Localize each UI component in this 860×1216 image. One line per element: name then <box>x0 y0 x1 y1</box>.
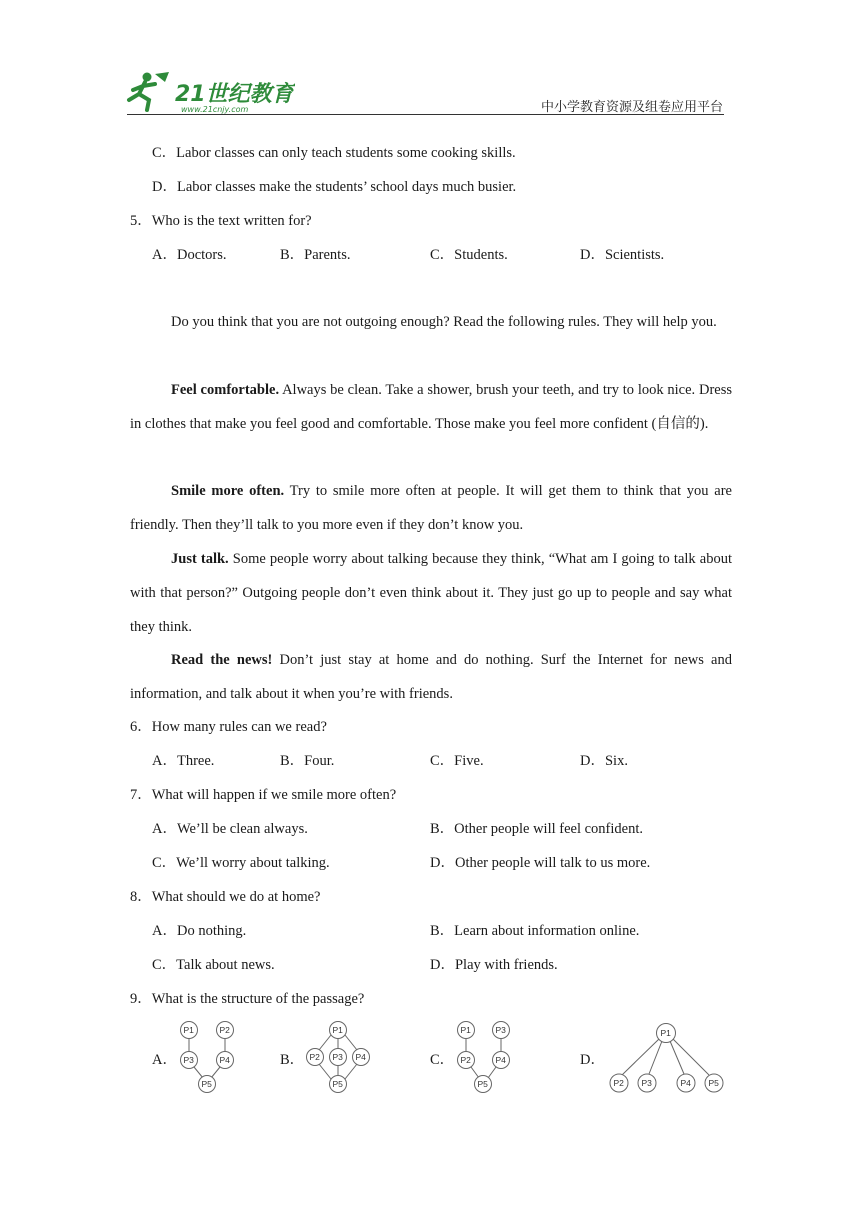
q9-option-c-label: C． <box>430 1052 455 1068</box>
diagram-a-node-p1 <box>181 1022 198 1039</box>
diagram-d <box>604 1018 728 1098</box>
passage-intro: Do you think that you are not outgoing enough? Read the following rules. They will help you. <box>171 314 717 330</box>
passage-rule-4: Read the news! Don’t just stay at home and do nothing. Surf the Internet for news and information, and talk about it when you’re with friends. <box>130 652 732 702</box>
diagram-d-node-p1 <box>657 1024 676 1043</box>
rule-1-heading: Feel comfortable. <box>171 382 280 398</box>
svg-text:P5: P5 <box>332 1079 343 1089</box>
q7-option-a: A．We’ll be clean always. <box>152 821 308 837</box>
q8-option-d: D．Play with friends. <box>430 957 558 973</box>
logo-text: 21世纪教育 <box>175 82 294 107</box>
diagram-b-node-p2 <box>307 1049 324 1066</box>
svg-text:P2: P2 <box>219 1025 230 1035</box>
svg-text:P2: P2 <box>613 1078 624 1088</box>
q7-stem: 7．What will happen if we smile more often? <box>130 787 397 803</box>
diagram-a-node-p5 <box>199 1076 216 1093</box>
q9-stem: 9．What is the structure of the passage? <box>130 991 365 1007</box>
diagram-d-node-p4 <box>677 1074 695 1092</box>
diagram-b-node-p3 <box>330 1049 347 1066</box>
q8-option-c: C．Talk about news. <box>152 957 275 973</box>
svg-text:P5: P5 <box>201 1079 212 1089</box>
q8-stem: 8．What should we do at home? <box>130 889 321 905</box>
svg-text:P2: P2 <box>309 1052 320 1062</box>
svg-text:P4: P4 <box>219 1055 230 1065</box>
svg-text:P5: P5 <box>708 1078 719 1088</box>
svg-text:P1: P1 <box>183 1025 194 1035</box>
q6-option-c: C．Five. <box>430 753 484 769</box>
diagram-c-node-p5 <box>475 1076 492 1093</box>
diagram-c-node-p3 <box>493 1022 510 1039</box>
q8-option-a: A．Do nothing. <box>152 923 247 939</box>
header-divider <box>127 114 724 115</box>
diagram-c-node-p4 <box>493 1052 510 1069</box>
diagram-b-node-p5 <box>330 1076 347 1093</box>
diagram-b-node-p4 <box>353 1049 370 1066</box>
diagram-b-node-p1 <box>330 1022 347 1039</box>
svg-text:P5: P5 <box>477 1079 488 1089</box>
svg-text:P4: P4 <box>680 1078 691 1088</box>
diagram-c-node-p1 <box>458 1022 475 1039</box>
svg-text:P4: P4 <box>495 1055 506 1065</box>
svg-text:P1: P1 <box>332 1025 343 1035</box>
diagram-a <box>176 1018 246 1098</box>
svg-text:P4: P4 <box>355 1052 366 1062</box>
rule-2-heading: Smile more often. <box>171 483 285 499</box>
svg-text:P3: P3 <box>332 1052 343 1062</box>
diagram-b <box>302 1018 374 1098</box>
diagram-d-node-p5 <box>705 1074 723 1092</box>
passage-rule-3: Just talk. Some people worry about talking because they think, “What am I going to talk about with that person?” Outgoing people don’t even think about it. They just go up to people and say what they think. <box>130 551 732 635</box>
logo-url: www.21cnjy.com <box>181 105 249 114</box>
q5-stem: 5．Who is the text written for? <box>130 213 312 229</box>
q5-option-d: D．Scientists. <box>580 247 665 263</box>
svg-text:P3: P3 <box>641 1078 652 1088</box>
svg-text:P1: P1 <box>660 1028 671 1038</box>
q4-option-d: D．Labor classes make the students’ school days much busier. <box>152 179 517 195</box>
q4-option-c: C．Labor classes can only teach students some cooking skills. <box>152 145 516 161</box>
runner-logo-icon <box>129 72 169 110</box>
q5-option-c: C．Students. <box>430 247 508 263</box>
q6-stem: 6．How many rules can we read? <box>130 719 327 735</box>
diagram-a-node-p3 <box>181 1052 198 1069</box>
svg-text:P3: P3 <box>183 1055 194 1065</box>
header-platform-name: 中小学教育资源及组卷应用平台 <box>540 100 723 115</box>
q8-option-b: B．Learn about information online. <box>430 923 640 939</box>
rule-4-heading: Read the news! <box>171 652 273 668</box>
q7-option-c: C．We’ll worry about talking. <box>152 855 330 871</box>
q5-option-b: B．Parents. <box>280 247 351 263</box>
q9-option-a-label: A． <box>152 1052 177 1068</box>
q5-option-a: A．Doctors. <box>152 247 227 263</box>
passage-rule-1: Feel comfortable. Always be clean. Take a shower, brush your teeth, and try to look nice. Dress in clothes that make you feel good and comfortable. Those make you feel more confident (自信的). <box>130 382 732 432</box>
diagram-a-node-p4 <box>217 1052 234 1069</box>
svg-text:P2: P2 <box>460 1055 471 1065</box>
svg-text:P3: P3 <box>495 1025 506 1035</box>
q6-option-b: B．Four. <box>280 753 335 769</box>
passage-rule-2: Smile more often. Try to smile more often at people. It will get them to think that you are friendly. Then they’ll talk to you more even if they don’t know you. <box>130 483 732 533</box>
diagram-a-node-p2 <box>217 1022 234 1039</box>
site-logo <box>125 70 295 114</box>
diagram-d-node-p3 <box>638 1074 656 1092</box>
q6-option-d: D．Six. <box>580 753 628 769</box>
diagram-c-node-p2 <box>458 1052 475 1069</box>
q6-option-a: A．Three. <box>152 753 215 769</box>
rule-3-heading: Just talk. <box>171 551 229 567</box>
q9-option-b-label: B． <box>280 1052 305 1068</box>
diagram-d-node-p2 <box>610 1074 628 1092</box>
q7-option-d: D．Other people will talk to us more. <box>430 855 651 871</box>
svg-text:P1: P1 <box>460 1025 471 1035</box>
diagram-c <box>453 1018 523 1098</box>
q9-option-d-label: D． <box>580 1052 605 1068</box>
q7-option-b: B．Other people will feel confident. <box>430 821 644 837</box>
